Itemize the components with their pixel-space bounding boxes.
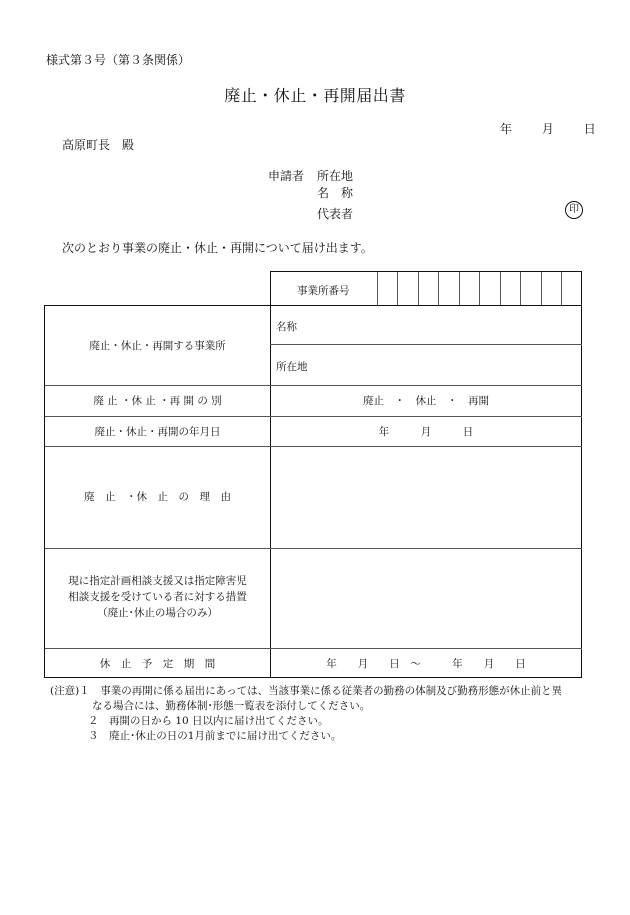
office-number-digit-divider (541, 272, 542, 306)
office-number-digit-divider (561, 272, 562, 306)
table-row-divider (270, 344, 582, 345)
date-month: 月 (541, 122, 554, 136)
date-row-value: 年 月 日 (378, 426, 474, 438)
type-row-label: 廃 止 ・休 止 ・再 開 の 別 (93, 395, 222, 407)
note-1-line-2: なる場合には、勤務体制･形態一覧表を添付してください。 (92, 700, 371, 712)
office-name-label: 名称 (276, 321, 297, 333)
office-number-digit-divider (479, 272, 480, 306)
measures-row-label-3: （廃止･休止の場合のみ） (97, 607, 218, 619)
type-options: 廃止 ・ 休止 ・ 再開 (363, 395, 489, 407)
applicant-label: 申請者 (268, 169, 305, 183)
date-row-label: 廃止・休止・再開の年月日 (94, 426, 221, 438)
date-day: 日 (583, 122, 596, 136)
table-column-divider (270, 306, 271, 677)
document-title: 廃止・休止・再開届出書 (224, 86, 406, 105)
period-row-value: 年 月 日 〜 年 月 日 (326, 658, 526, 670)
office-number-digit-divider (500, 272, 501, 306)
office-number-digit-divider (520, 272, 521, 306)
table-row-divider (45, 446, 582, 447)
applicant-name-label: 名 称 (317, 186, 354, 200)
applicant-location-label: 所在地 (317, 169, 354, 183)
period-row-label: 休 止 予 定 期 間 (99, 658, 216, 670)
intro-text: 次のとおり事業の廃止・休止・再開について届け出ます。 (62, 241, 373, 255)
office-row-label: 廃止・休止・再開する事業所 (89, 340, 226, 352)
seal-mark: 印 (565, 201, 583, 219)
measures-row-label-1: 現に指定計画相談支援又は指定障害児 (68, 575, 247, 587)
table-row-divider (45, 385, 582, 386)
applicant-representative-label: 代表者 (317, 207, 354, 221)
measures-row-label-2: 相談支援を受けている者に対する措置 (68, 591, 247, 603)
form-number: 様式第３号（第３条関係） (46, 53, 191, 67)
reason-row-label: 廃 止 ・休 止 の 理 由 (84, 491, 231, 503)
note-1-line-1: (注意)１ 事業の再開に係る届出にあっては、当該事業に係る従業者の勤務の体制及び勤務形態が休止前と異 (50, 685, 563, 697)
table-row-divider (45, 548, 582, 549)
office-number-digit-divider (438, 272, 439, 306)
office-number-digit-divider (377, 272, 378, 306)
note-2: ２ 再開の日から 10 日以内に届け出てください。 (88, 715, 329, 727)
office-number-digit-divider (397, 272, 398, 306)
office-number-label: 事業所番号 (297, 285, 350, 297)
submission-date (500, 120, 596, 137)
office-number-digit-divider (459, 272, 460, 306)
office-number-digit-divider (418, 272, 419, 306)
table-row-divider (45, 648, 582, 649)
office-location-label: 所在地 (276, 361, 308, 373)
note-3: ３ 廃止･休止の日の1月前までに届け出てください。 (88, 730, 342, 742)
table-row-divider (45, 416, 582, 417)
addressee: 高原町長 殿 (62, 138, 135, 152)
date-year: 年 (500, 122, 513, 136)
